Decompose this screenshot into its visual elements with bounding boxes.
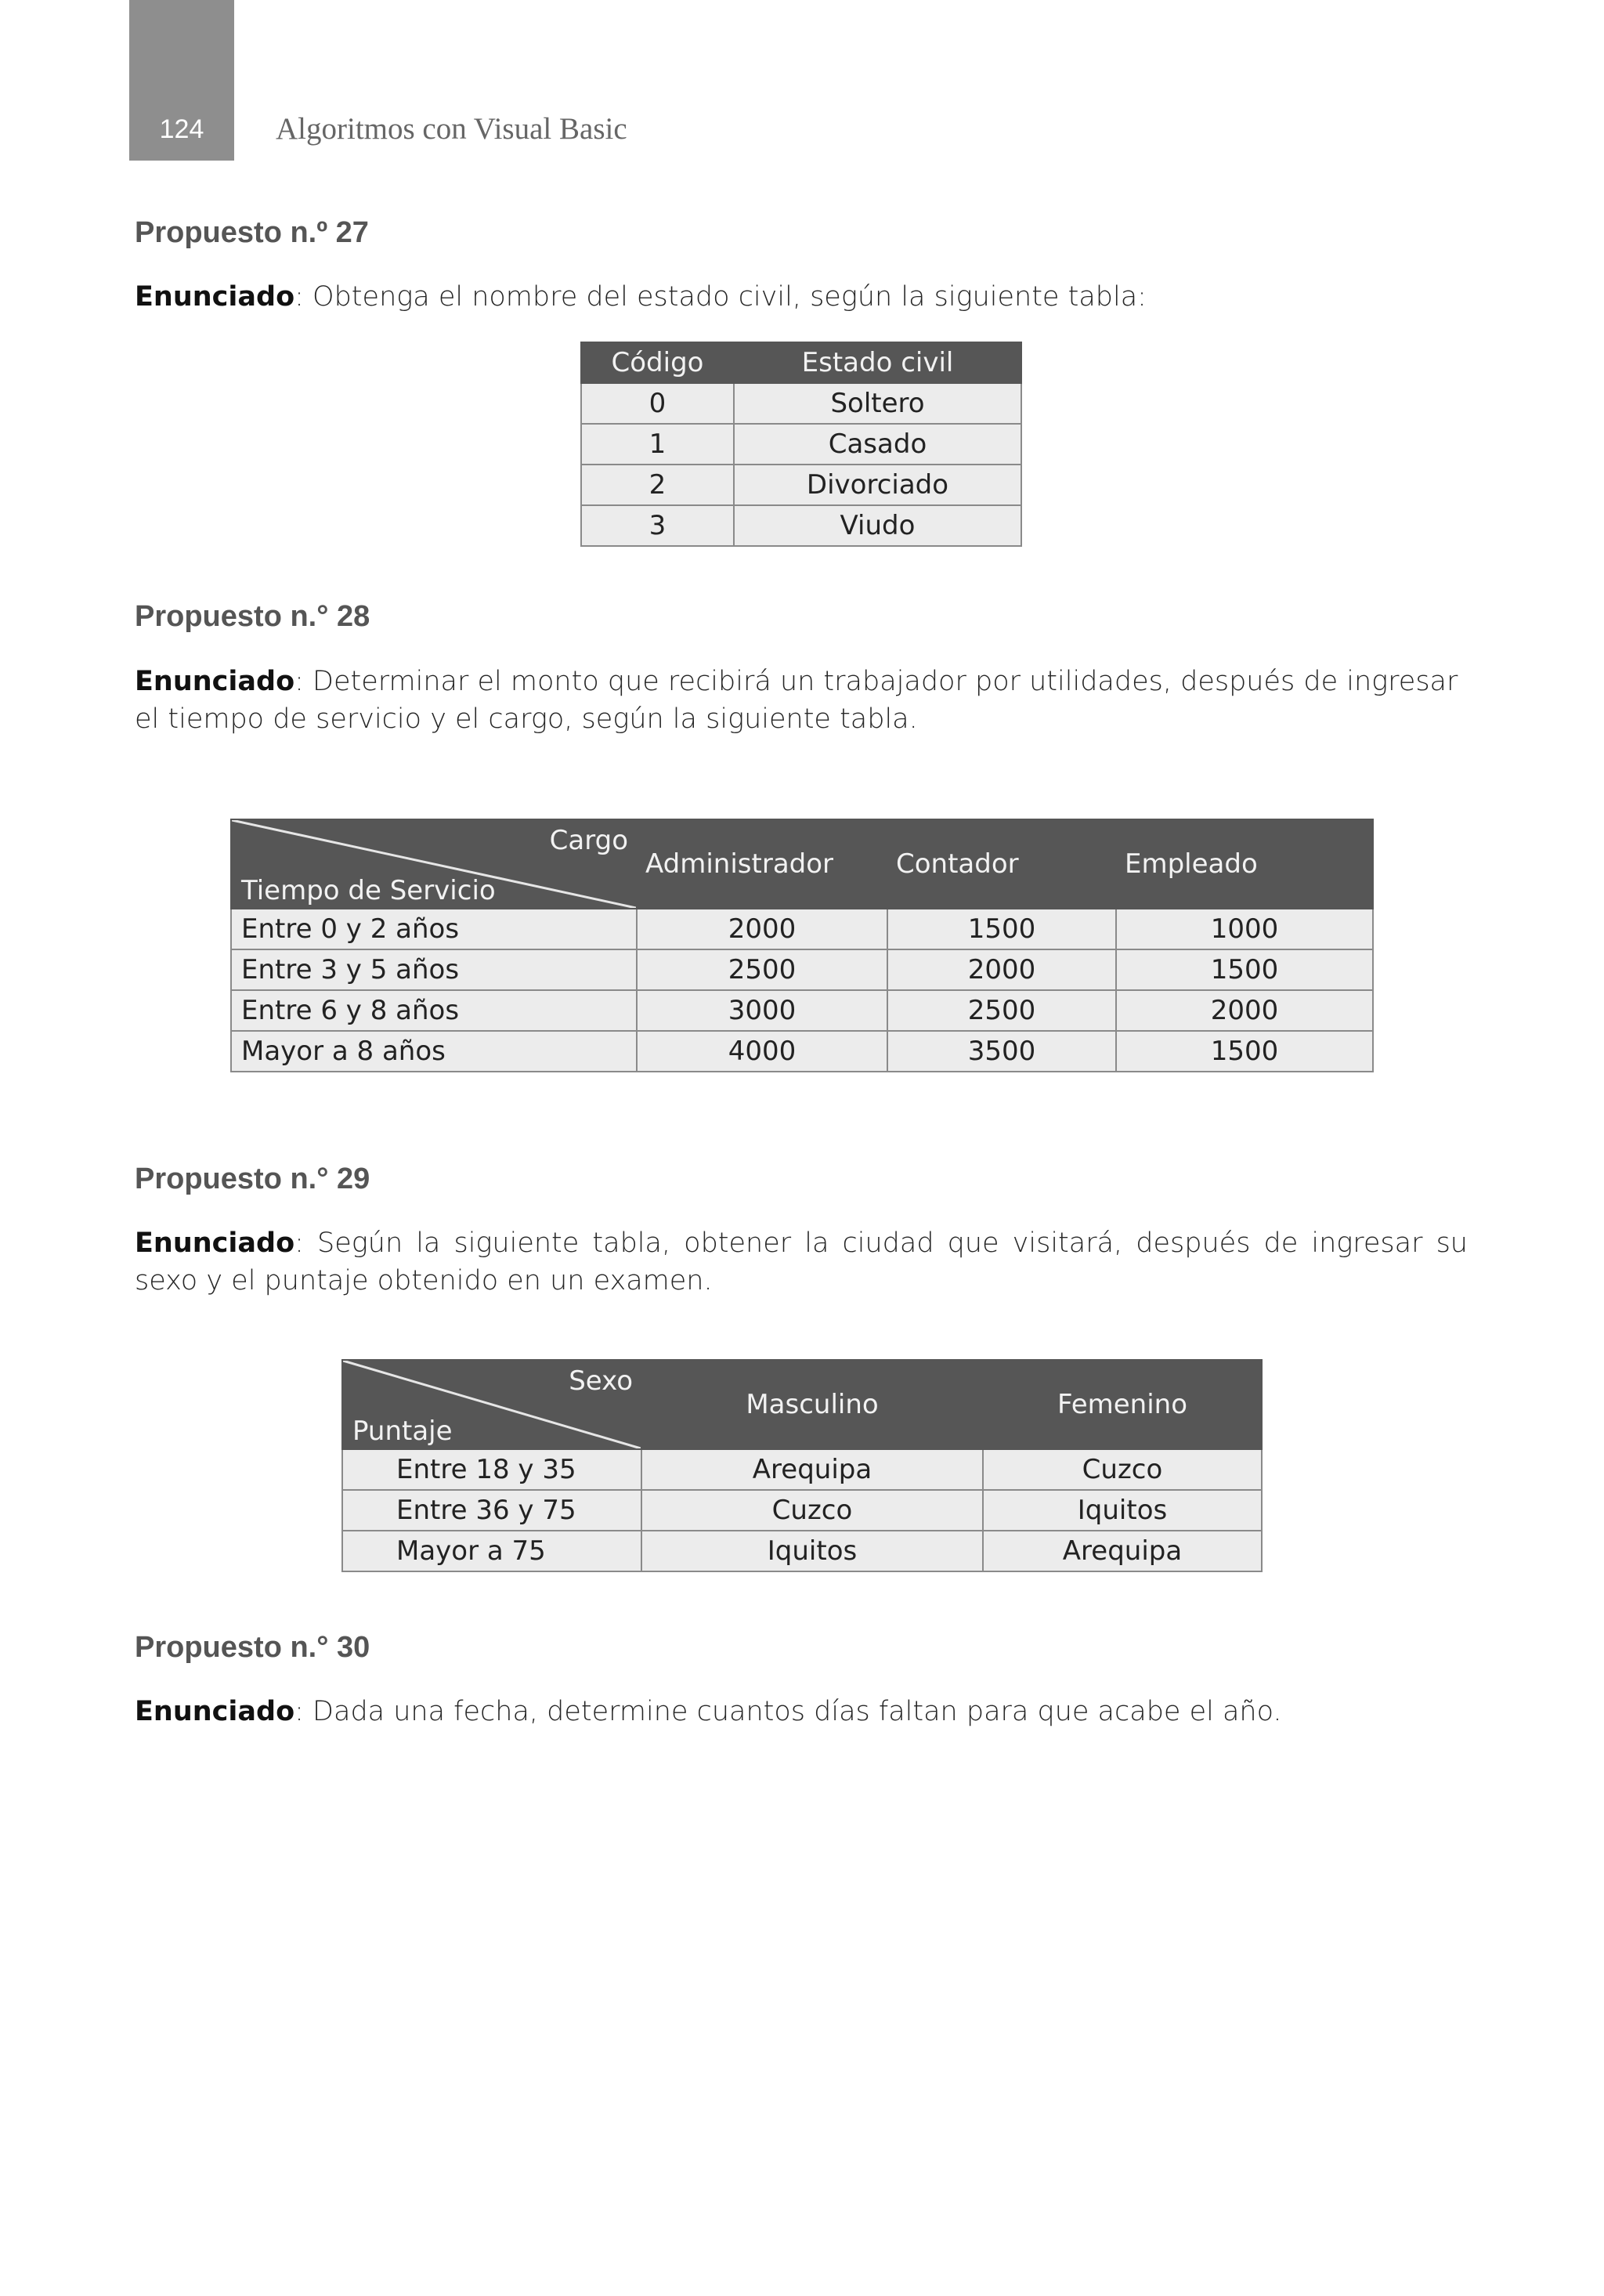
page-number: 124 bbox=[159, 114, 204, 144]
row-label: Entre 3 y 5 años bbox=[231, 949, 637, 990]
column-header: Empleado bbox=[1116, 819, 1373, 909]
statement-label: Enunciado bbox=[135, 666, 295, 697]
table-cell: 3 bbox=[581, 505, 734, 546]
statement-label: Enunciado bbox=[135, 1228, 295, 1259]
statement-27 bbox=[135, 278, 1468, 316]
row-label: Mayor a 8 años bbox=[231, 1031, 637, 1072]
table-header-row bbox=[342, 1360, 1262, 1449]
table-cell: 0 bbox=[581, 383, 734, 424]
column-header: Estado civil bbox=[734, 342, 1021, 383]
estado-civil-table bbox=[580, 342, 1022, 547]
corner-header bbox=[231, 819, 637, 909]
statement-29 bbox=[135, 1224, 1468, 1300]
table-row bbox=[581, 424, 1021, 465]
heading-propuesto-30: Propuesto n.° 30 bbox=[135, 1631, 370, 1664]
table-cell: Soltero bbox=[734, 383, 1021, 424]
corner-bottom-label: Puntaje bbox=[352, 1416, 453, 1447]
table-cell: Casado bbox=[734, 424, 1021, 465]
row-label: Entre 36 y 75 bbox=[342, 1490, 641, 1531]
statement-label: Enunciado bbox=[135, 1696, 295, 1727]
table-row bbox=[231, 949, 1373, 990]
table-header-row bbox=[581, 342, 1021, 383]
table-cell: 1500 bbox=[1116, 1031, 1373, 1072]
row-label: Entre 0 y 2 años bbox=[231, 909, 637, 949]
statement-text: : Obtenga el nombre del estado civil, según la siguiente tabla: bbox=[294, 281, 1147, 313]
table-header-row bbox=[231, 819, 1373, 909]
table-row bbox=[231, 1031, 1373, 1072]
table-cell: 2000 bbox=[637, 909, 887, 949]
table-cell: 1000 bbox=[1116, 909, 1373, 949]
corner-top-label: Sexo bbox=[569, 1365, 633, 1397]
table-row bbox=[581, 383, 1021, 424]
table-cell: 1 bbox=[581, 424, 734, 465]
statement-28 bbox=[135, 663, 1468, 738]
table-cell: Cuzco bbox=[641, 1490, 983, 1531]
table-cell: 2000 bbox=[1116, 990, 1373, 1031]
statement-label: Enunciado bbox=[135, 281, 295, 313]
statement-text: : Dada una fecha, determine cuantos días faltan para que acabe el año. bbox=[294, 1696, 1282, 1727]
heading-propuesto-27: Propuesto n.º 27 bbox=[135, 216, 369, 249]
table-cell: Divorciado bbox=[734, 465, 1021, 505]
table-cell: Iquitos bbox=[983, 1490, 1262, 1531]
corner-header bbox=[342, 1360, 641, 1449]
column-header: Código bbox=[581, 342, 734, 383]
heading-propuesto-28: Propuesto n.° 28 bbox=[135, 600, 370, 633]
running-title: Algoritmos con Visual Basic bbox=[276, 112, 627, 146]
table-row bbox=[342, 1490, 1262, 1531]
corner-top-label: Cargo bbox=[549, 825, 628, 856]
column-header: Masculino bbox=[641, 1360, 983, 1449]
row-label: Entre 6 y 8 años bbox=[231, 990, 637, 1031]
statement-text: : Según la siguiente tabla, obtener la ciudad que visitará, después de ingresar su sexo y el puntaje obtenido en un examen. bbox=[135, 1228, 1468, 1296]
table-cell: 2000 bbox=[887, 949, 1116, 990]
table-cell: Arequipa bbox=[983, 1531, 1262, 1571]
table-row bbox=[581, 505, 1021, 546]
table-row bbox=[231, 909, 1373, 949]
table-cell: 2 bbox=[581, 465, 734, 505]
utilidades-table bbox=[230, 819, 1374, 1072]
heading-propuesto-29: Propuesto n.° 29 bbox=[135, 1162, 370, 1195]
column-header: Contador bbox=[887, 819, 1116, 909]
column-header: Administrador bbox=[637, 819, 887, 909]
statement-30 bbox=[135, 1693, 1468, 1730]
table-cell: 2500 bbox=[637, 949, 887, 990]
row-label: Entre 18 y 35 bbox=[342, 1449, 641, 1490]
table-row bbox=[581, 465, 1021, 505]
table-cell: Viudo bbox=[734, 505, 1021, 546]
statement-text: : Determinar el monto que recibirá un trabajador por utilidades, después de ingresar el tiempo de servicio y el cargo, según la siguiente tabla. bbox=[135, 666, 1458, 735]
table-cell: 3000 bbox=[637, 990, 887, 1031]
row-label: Mayor a 75 bbox=[342, 1531, 641, 1571]
corner-bottom-label: Tiempo de Servicio bbox=[241, 875, 496, 906]
table-cell: 1500 bbox=[1116, 949, 1373, 990]
table-cell: 1500 bbox=[887, 909, 1116, 949]
table-row bbox=[342, 1531, 1262, 1571]
table-cell: 2500 bbox=[887, 990, 1116, 1031]
table-cell: Cuzco bbox=[983, 1449, 1262, 1490]
table-row bbox=[231, 990, 1373, 1031]
table-cell: Arequipa bbox=[641, 1449, 983, 1490]
table-cell: 3500 bbox=[887, 1031, 1116, 1072]
table-cell: Iquitos bbox=[641, 1531, 983, 1571]
ciudad-table bbox=[341, 1359, 1263, 1572]
column-header: Femenino bbox=[983, 1360, 1262, 1449]
table-cell: 4000 bbox=[637, 1031, 887, 1072]
table-row bbox=[342, 1449, 1262, 1490]
